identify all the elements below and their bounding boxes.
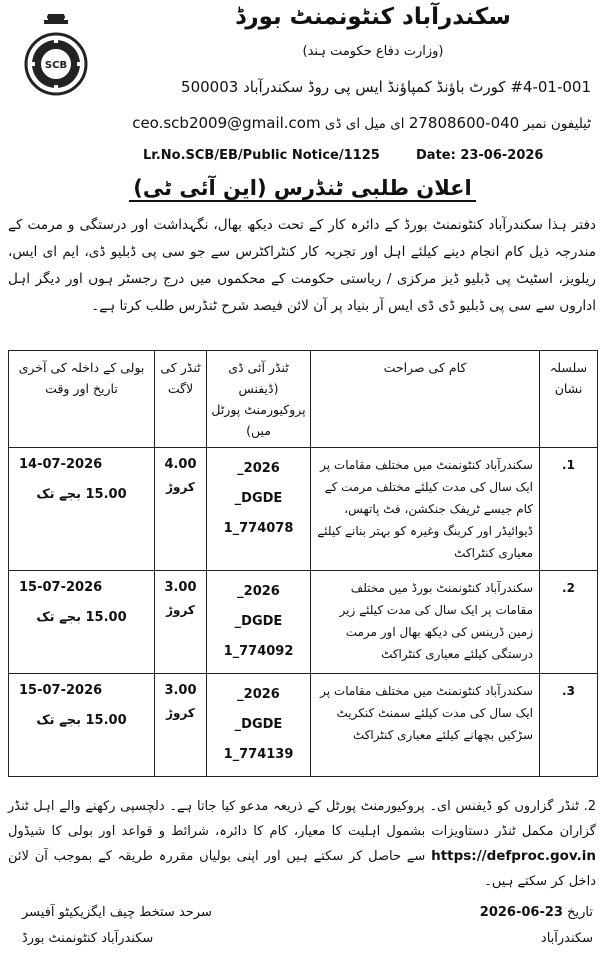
tender-table [8,350,598,777]
notice-title [0,176,605,200]
row-sno: 2. [540,571,598,674]
header-tender-id: ٹنڈر آئی ڈی (ڈیفنس پروکیورمنٹ پورٹل میں) [207,351,311,448]
intro-paragraph: دفتر ہذا سکندرآباد کنٹونمنٹ بورڈ کے دائرہ کار کے تحت دیکھ بھال، نگہداشت اور درستگی و مرمت کے مندرجہ ذیل کام انجام دینے کیلئے اہل اور تجربہ کار کنٹراکٹرس سے جو سی پی ڈبلیو ڈی، ایم ای ایس، ریلویز، اسٹیٹ پی ڈبلیو ڈیز مرکزی / ریاستی حکومت کے محکموں میں درج رجسٹر ہوں اور دیگر اہل اداروں سے سی پی ڈبلیو ڈی ڈی ایس آر بنیاد پر آن لائن فیصد شرح ٹنڈرس طلب کرتا ہے۔ [8,217,596,314]
row-tender-id [207,674,311,777]
row-last-date [9,448,155,571]
row-sno: 1. [540,448,598,571]
office-address: #4-01-001 کورٹ باؤنڈ کمپاؤنڈ ایس پی روڈ سکندرآباد 500003 [181,78,591,96]
cost-amount: 3.00 [164,683,197,698]
signatory-org: سکندرآباد کنٹونمنٹ بورڈ [22,931,154,946]
board-title: سکندرآباد کنٹونمنٹ بورڈ [235,4,511,30]
last-time: 15.00 بجے تک [36,610,127,625]
last-time: 15.00 بجے تک [36,487,127,502]
header-work: کام کی صراحت [311,351,540,448]
svg-text:SCB: SCB [44,60,68,71]
note-paragraph [8,794,596,894]
header-cost: ٹنڈر کی لاگت [155,351,207,448]
signoff [0,900,605,960]
letter-number: Lr.No.SCB/EB/Public Notice/1125 [143,148,380,163]
last-date: 15-07-2026 [19,683,103,698]
table-header-row [9,351,598,448]
signoff-date: 23-06-2026 [479,905,563,920]
header-sno: سلسلہ نشان [540,351,598,448]
cantonment-board-emblem-icon [14,10,98,98]
ministry-subtitle: (وزارت دفاع حکومت ہند) [302,44,444,59]
letterhead [0,0,605,150]
tender-id-part: 2026_ [237,687,280,702]
cost-amount: 4.00 [164,457,197,472]
tender-id-part: 774139_1 [223,747,294,762]
signoff-date-block [393,900,593,952]
tender-id-part: 774078_1 [223,521,294,536]
cost-unit: کروڑ [166,603,195,617]
tender-id-part: DGDE_ [234,614,283,629]
table-row [9,674,598,777]
last-date: 14-07-2026 [19,457,103,472]
table-row [9,571,598,674]
phone-label: ٹیلیفون نمبر [523,116,591,132]
tender-id-part: 2026_ [237,461,280,476]
notice-title-text: اعلان طلبی ٹنڈرس (این آئی ٹی) [129,176,475,202]
cost-unit: کروڑ [166,706,195,720]
header-last-date: بولی کے داخلہ کی آخری تاریخ اور وقت [9,351,155,448]
portal-link[interactable]: https://defproc.gov.in [431,848,596,864]
signoff-date-label: تاریخ [567,905,593,920]
row-work: سکندرآباد کنٹونمنٹ میں مختلف مقامات پر ایک سال کی مدت کیلئے مختلف مرمت کے کام جیسے ٹریفک جنکشن، فٹ پاتھس، ڈیوائیڈر اور کربنگ وغیرہ کو بہتر بنانے کیلئے معیاری کنٹراکٹ [311,448,540,571]
phone-number: 040-27808600 [408,114,520,132]
reference-line [0,148,605,168]
row-work: سکندرآباد کنٹونمنٹ میں مختلف مقامات پر ایک سال کی مدت کیلئے سمنٹ کنکریٹ سڑکیں بچھانے کیلئے معیاری کنٹراکٹ [311,674,540,777]
note-text: 2. ٹنڈر گزاروں کو ڈیفنس ای۔ پروکیورمنٹ پورٹل کے ذریعہ مدعو کیا جاتا ہے۔ دلچسپی رکھنے والے اہل ٹنڈر گزاران مکمل ٹنڈر دستاویزات بشمول اہلیت کا معیار، کام کا دائرہ، شرائط و قواعد اور بولی کا شیڈول [8,799,596,839]
table-row [9,448,598,571]
row-cost [155,674,207,777]
tender-id-part: DGDE_ [234,717,283,732]
email-label: ای میل ای ڈی [324,116,405,132]
row-sno: 3. [540,674,598,777]
row-tender-id [207,571,311,674]
row-cost [155,571,207,674]
cost-unit: کروڑ [166,480,195,494]
signoff-place: سکندرآباد [540,931,593,946]
tender-id-part: 774092_1 [223,644,294,659]
letter-date: Date: 23-06-2026 [416,148,544,163]
cost-amount: 3.00 [164,580,197,595]
contact-line [6,114,591,132]
row-last-date [9,571,155,674]
signatory-title: سرحد ستخط چیف ایگزیکیٹو آفیسر [22,905,212,920]
row-cost [155,448,207,571]
tender-id-part: DGDE_ [234,491,283,506]
row-work: سکندرآباد کنٹونمنٹ بورڈ میں مختلف مقامات پر ایک سال کی مدت کیلئے زیر زمین ڈرینس کی دیکھ بھال اور مرمت درستگی کیلئے معیاری کنٹراکٹ [311,571,540,674]
tender-id-part: 2026_ [237,584,280,599]
last-date: 15-07-2026 [19,580,103,595]
note-text-end: سے حاصل کر سکتے ہیں اور اپنی بولیاں مقررہ طریقہ کے بموجب آن لائن داخل کر سکتے ہیں۔ [8,849,596,889]
row-tender-id [207,448,311,571]
signatory-block [22,900,222,952]
row-last-date [9,674,155,777]
email-address[interactable]: ceo.scb2009@gmail.com [132,114,321,132]
last-time: 15.00 بجے تک [36,713,127,728]
